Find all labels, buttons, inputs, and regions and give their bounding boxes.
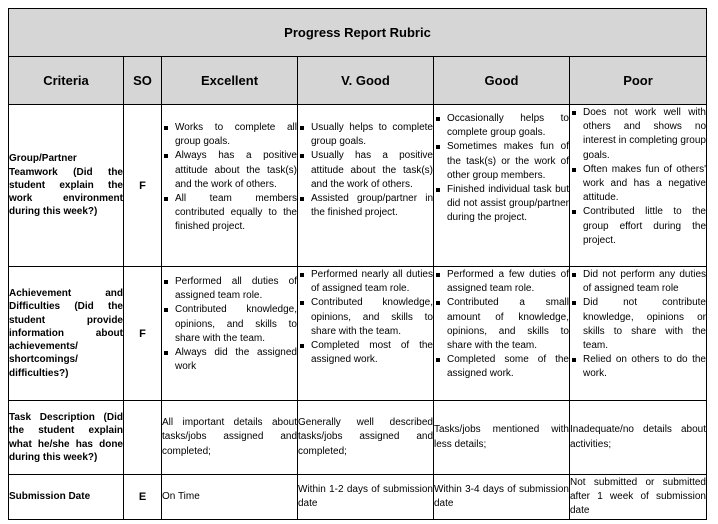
list-item: Finished individual task but did not assist group/partner during the project. (434, 183, 569, 226)
excellent-cell: On Time (162, 475, 298, 520)
criteria-cell: Task Description (Did the student explain what he/she has done during this week?) (9, 401, 124, 475)
good-cell: Within 3-4 days of submission date (434, 475, 570, 520)
good-cell: Tasks/jobs mentioned with less details; (434, 401, 570, 475)
list-item: Performed all duties of assigned team role. (162, 275, 297, 303)
poor-cell (570, 105, 707, 267)
criteria-cell: Submission Date (9, 475, 124, 520)
list-item: Contributed knowledge, opinions, and skills to share with the team. (298, 296, 433, 339)
table-row-achievement (9, 267, 707, 401)
header-excellent: Excellent (162, 57, 298, 105)
list-item: Usually helps to complete group goals. (298, 121, 433, 149)
excellent-cell (162, 267, 298, 401)
header-poor: Poor (570, 57, 707, 105)
list-item: Assisted group/partner in the finished project. (298, 192, 433, 220)
list-item: Contributed knowledge, opinions, and skills to share with the team. (162, 303, 297, 346)
table-row-task-description (9, 401, 707, 475)
list-item: Performed a few duties of assigned team role. (434, 268, 569, 296)
poor-cell: Not submitted or submitted after 1 week of submission date (570, 475, 707, 520)
rubric-table (8, 8, 707, 520)
poor-cell (570, 267, 707, 401)
header-criteria: Criteria (9, 57, 124, 105)
table-row-teamwork (9, 105, 707, 267)
criteria-cell: Group/Partner Teamwork (Did the student explain the work environment during this week?) (9, 105, 124, 267)
excellent-cell (162, 105, 298, 267)
list-item: Always did the assigned work (162, 346, 297, 374)
list-item: Sometimes makes fun of the task(s) or the work of other group members. (434, 140, 569, 183)
vgood-cell (298, 105, 434, 267)
header-vgood: V. Good (298, 57, 434, 105)
list-item: Usually has a positive attitude about the task(s) and the work of others. (298, 149, 433, 192)
header-so: SO (124, 57, 162, 105)
good-cell (434, 105, 570, 267)
excellent-cell: All important details about tasks/jobs assigned and completed; (162, 401, 298, 475)
table-row-submission-date (9, 475, 707, 520)
list-item: Did not contribute knowledge, opinions or skills to share with the team. (570, 296, 706, 353)
list-item: Does not work well with others and shows no interest in completing group goals. (570, 106, 706, 163)
list-item: Works to complete all group goals. (162, 121, 297, 149)
list-item: Completed most of the assigned work. (298, 339, 433, 367)
good-cell (434, 267, 570, 401)
vgood-cell: Within 1-2 days of submission date (298, 475, 434, 520)
list-item: Performed nearly all duties of assigned team role. (298, 268, 433, 296)
vgood-cell (298, 267, 434, 401)
so-cell (124, 401, 162, 475)
list-item: All team members contributed equally to the finished project. (162, 192, 297, 235)
criteria-cell: Achievement and Difficulties (Did the student provide information about achievements/ shortcomings/ difficulties?) (9, 267, 124, 401)
list-item: Contributed little to the group effort during the project. (570, 205, 706, 248)
list-item: Contributed a small amount of knowledge, opinions, and skills to share with the team. (434, 296, 569, 353)
list-item: Completed some of the assigned work. (434, 353, 569, 381)
so-cell: F (124, 267, 162, 401)
vgood-cell: Generally well described tasks/jobs assigned and completed; (298, 401, 434, 475)
list-item: Always has a positive attitude about the task(s) and the work of others. (162, 149, 297, 192)
rubric-title: Progress Report Rubric (9, 9, 707, 57)
header-row (9, 57, 707, 105)
list-item: Relied on others to do the work. (570, 353, 706, 381)
so-cell: E (124, 475, 162, 520)
so-cell: F (124, 105, 162, 267)
header-good: Good (434, 57, 570, 105)
title-row (9, 9, 707, 57)
list-item: Occasionally helps to complete group goals. (434, 112, 569, 140)
poor-cell: Inadequate/no details about activities; (570, 401, 707, 475)
list-item: Did not perform any duties of assigned team role (570, 268, 706, 296)
list-item: Often makes fun of others' work and has a negative attitude. (570, 163, 706, 206)
